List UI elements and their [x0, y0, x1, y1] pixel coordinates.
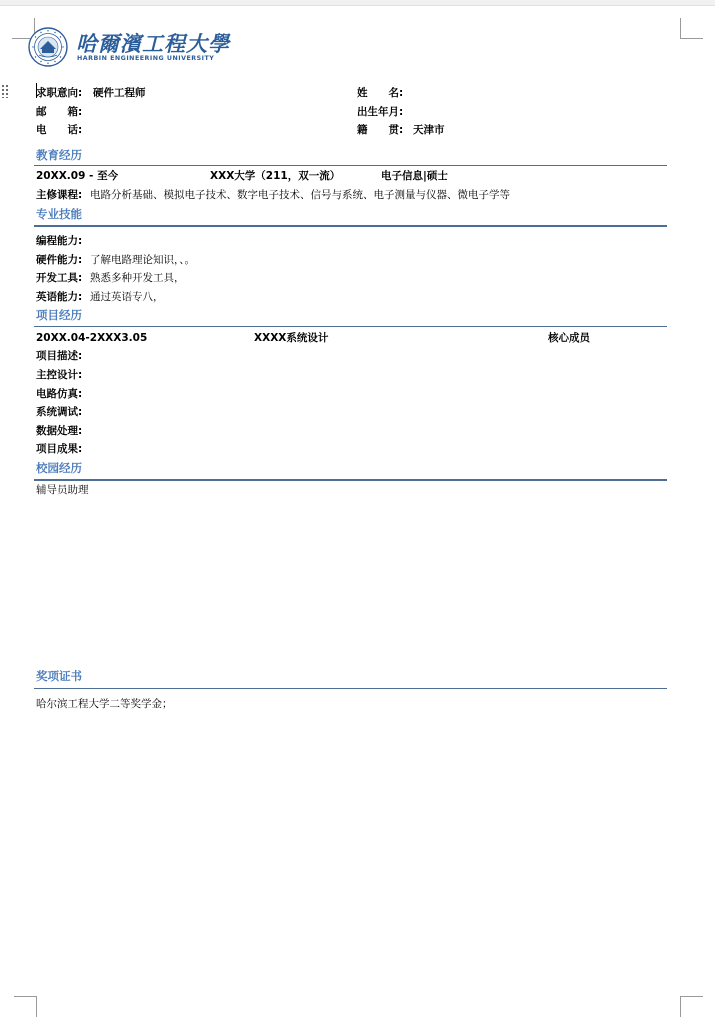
window-top-edge	[0, 0, 715, 6]
skill-value-tools[interactable]: 熟悉多种开发工具，	[90, 272, 185, 284]
project-item: 电路仿真:	[36, 388, 83, 400]
skill-value-hardware[interactable]: 了解电路理论知识，、。	[90, 254, 195, 266]
objective-label: 求职意向:	[36, 87, 83, 99]
project-item: 系统调试:	[36, 406, 83, 418]
education-school[interactable]: XXX大学（211，双一流）	[210, 170, 341, 182]
skill-label-english: 英语能力:	[36, 291, 83, 303]
section-title-projects: 项目经历	[36, 308, 82, 322]
awards-content[interactable]: 哈尔滨工程大学二等奖学金；	[36, 698, 173, 710]
section-rule-awards	[34, 688, 667, 689]
hometown-label: 籍 贯:	[357, 124, 404, 136]
crop-mark-bottom-left	[14, 996, 37, 1017]
project-item: 项目成果:	[36, 443, 83, 455]
section-title-skills: 专业技能	[36, 207, 82, 221]
hometown-value[interactable]: 天津市	[413, 124, 445, 136]
logo-english-name: HARBIN ENGINEERING UNIVERSITY	[77, 55, 215, 62]
logo-chinese-name: 哈爾濱工程大學	[76, 31, 230, 56]
phone-label: 电 话:	[36, 124, 83, 136]
skill-label-programming: 编程能力:	[36, 235, 83, 247]
section-rule-education	[34, 165, 667, 166]
skill-value-english[interactable]: 通过英语专八，	[90, 291, 164, 303]
education-period[interactable]: 20XX.09 - 至今	[36, 170, 119, 182]
courses-value[interactable]: 电路分析基础、模拟电子技术、数字电子技术、信号与系统、电子测量与仪器、微电子学等	[90, 189, 510, 201]
project-period[interactable]: 20XX.04-2XXX3.05	[36, 332, 148, 344]
project-role[interactable]: 核心成员	[548, 332, 590, 344]
project-item: 数据处理:	[36, 425, 83, 437]
crop-mark-top-right	[680, 18, 703, 39]
objective-value[interactable]: 硬件工程师	[93, 87, 146, 99]
campus-content[interactable]: 辅导员助理	[36, 484, 89, 496]
name-label: 姓 名:	[357, 87, 404, 99]
skill-label-hardware: 硬件能力:	[36, 254, 83, 266]
skill-label-tools: 开发工具:	[36, 272, 83, 284]
crop-mark-bottom-right	[680, 996, 703, 1017]
section-title-awards: 奖项证书	[36, 669, 82, 683]
courses-label: 主修课程:	[36, 189, 83, 201]
project-item: 主控设计:	[36, 369, 83, 381]
section-rule-campus	[34, 479, 667, 481]
paragraph-drag-handle-icon[interactable]	[1, 84, 9, 98]
project-item: 项目描述:	[36, 350, 83, 362]
email-label: 邮 箱:	[36, 106, 83, 118]
birth-label: 出生年月:	[357, 106, 404, 118]
university-logo	[28, 27, 230, 67]
education-degree[interactable]: 电子信息|硕士	[381, 170, 448, 182]
project-name[interactable]: XXXX系统设计	[254, 332, 329, 344]
section-rule-projects	[34, 326, 667, 327]
section-title-campus: 校园经历	[36, 461, 82, 475]
university-seal-icon	[28, 27, 68, 67]
section-title-education: 教育经历	[36, 148, 82, 162]
section-rule-skills	[34, 225, 667, 227]
